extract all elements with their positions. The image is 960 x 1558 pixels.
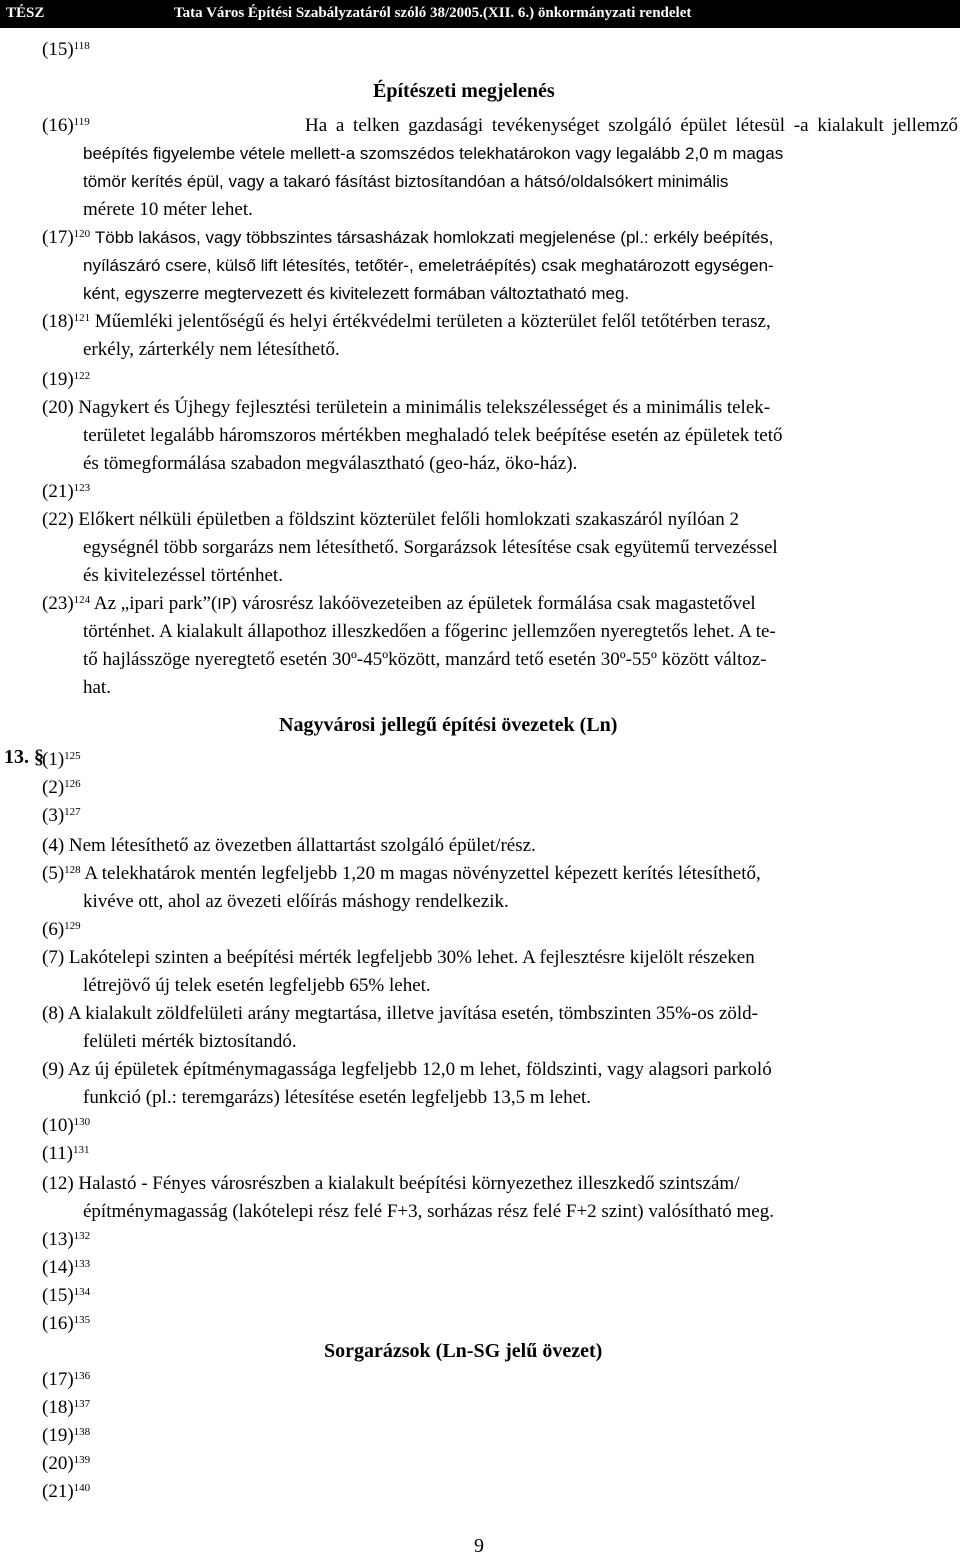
footnote-ref: 139 <box>73 1454 91 1466</box>
paragraph-number: (17) <box>42 227 74 248</box>
paragraph-number: (17) <box>42 1369 74 1390</box>
paragraph-13-7 <box>42 944 958 1000</box>
paragraph-20 <box>42 394 958 478</box>
footnote-ref: 121 <box>73 312 91 324</box>
footnote-ref: 135 <box>73 1314 91 1326</box>
footnote-ref: 132 <box>73 1230 91 1242</box>
paragraph-13-17 <box>42 1366 958 1394</box>
paragraph-number: (19) <box>42 1425 74 1446</box>
header-left-label: TÉSZ <box>6 5 45 21</box>
footnote-ref: 123 <box>73 482 91 494</box>
text-line: beépítés figyelembe vétele mellett-a szomszédos telekhatárokon vagy legalább 2,0 m magas <box>83 144 784 163</box>
paragraph-number: (13) <box>42 1229 74 1250</box>
text-line: mérete 10 méter lehet. <box>83 199 253 220</box>
footnote-ref: 124 <box>73 594 91 606</box>
footnote-ref: 118 <box>73 40 90 52</box>
paragraph-number: (21) <box>42 481 74 502</box>
text-line: (22) Előkert nélküli épületben a földszint közterület felőli homlokzati szakaszáról nyílóan 2 <box>42 509 739 530</box>
paragraph-13-14 <box>42 1254 958 1282</box>
footnote-ref: 133 <box>73 1258 91 1270</box>
paragraph-number: (2) <box>42 777 65 798</box>
text-line: ) városrész lakóövezeteiben az épületek formálása csak magastetővel <box>230 593 756 614</box>
paragraph-13-19 <box>42 1422 958 1450</box>
footnote-ref: 122 <box>73 370 91 382</box>
text-line: kivéve ott, ahol az övezeti előírás máshogy rendelkezik. <box>83 891 509 912</box>
text-line: ként, egyszerre megtervezett és kivitelezett formában változtatható meg. <box>83 284 630 303</box>
text-line: nyílászáró csere, külső lift létesítés, tetőtér-, emeletráépítés) csak meghatározott egységen- <box>83 256 774 275</box>
text-line: egységnél több sorgarázs nem létesíthető. Sorgarázsok létesítése csak együtemű tervezéssel <box>83 537 778 558</box>
paragraph-13-16 <box>42 1310 958 1338</box>
paragraph-13-20 <box>42 1450 958 1478</box>
paragraph-13-13 <box>42 1226 958 1254</box>
footnote-ref: 126 <box>64 778 81 790</box>
text-line: hat. <box>83 677 111 698</box>
text-line: (7) Lakótelepi szinten a beépítési mérték legfeljebb 30% lehet. A fejlesztésre kijelölt részeken <box>42 947 755 968</box>
paragraph-13-18 <box>42 1394 958 1422</box>
footnote-ref: 134 <box>73 1286 91 1298</box>
paragraph-22 <box>42 506 958 590</box>
paragraph-number: (16) <box>42 1313 74 1334</box>
paragraph-13-4 <box>42 832 958 860</box>
text-line: Több lakásos, vagy többszintes társasházak homlokzati megjelenése (pl.: erkély beépítés, <box>94 228 774 247</box>
text-line: területet legalább háromszoros mértékben meghaladó telek beépítése esetén az épületek tető <box>83 425 783 446</box>
text-line: építménymagasság (lakótelepi rész felé F+3, sorházas rész felé F+2 szint) valósítható meg. <box>83 1201 774 1222</box>
text-line: és kivitelezéssel történhet. <box>83 565 283 586</box>
paragraph-number: (5) <box>42 863 65 884</box>
paragraph-13-8 <box>42 1000 958 1056</box>
text-line: Az „ipari park”( <box>93 593 218 614</box>
section-heading-sorgarazsok: Sorgarázsok (Ln-SG jelű övezet) <box>324 1340 603 1362</box>
text-line: (8) A kialakult zöldfelületi arány megtartása, illetve javítása esetén, tömbszinten 35%-os zöld- <box>42 1003 758 1024</box>
page-header <box>0 0 960 28</box>
paragraph-13-3 <box>42 802 958 830</box>
paragraph-19 <box>42 366 958 394</box>
footnote-ref: 119 <box>73 116 90 128</box>
text-line: Műemléki jelentőségű és helyi értékvédelmi területen a közterület felől tetőtérben terasz, <box>94 311 771 332</box>
paragraph-13-11 <box>42 1140 958 1168</box>
paragraph-number: (15) <box>42 1285 74 1306</box>
paragraph-number: (18) <box>42 1397 74 1418</box>
paragraph-number: (18) <box>42 311 74 332</box>
paragraph-number: (19) <box>42 369 74 390</box>
section-heading-nagyvarosi: Nagyvárosi jellegű építési övezetek (Ln) <box>279 714 618 736</box>
page-number: 9 <box>474 1535 484 1557</box>
footnote-ref: 137 <box>73 1398 91 1410</box>
paragraph-number: (23) <box>42 593 74 614</box>
footnote-ref: 130 <box>73 1116 91 1128</box>
paragraph-13-10 <box>42 1112 958 1140</box>
text-line: funkció (pl.: teremgarázs) létesítése esetén legfeljebb 13,5 m lehet. <box>83 1087 592 1108</box>
header-title: Tata Város Építési Szabályzatáról szóló 38/2005.(XII. 6.) önkormányzati rendelet <box>174 5 692 21</box>
paragraph-number: (6) <box>42 919 65 940</box>
text-line: létrejövő új telek esetén legfeljebb 65% lehet. <box>83 975 431 996</box>
paragraph-13-9 <box>42 1056 958 1112</box>
paragraph-15 <box>42 36 958 64</box>
paragraph-16 <box>42 112 958 224</box>
section-number: 13. § <box>4 746 44 768</box>
paragraph-number: (3) <box>42 805 65 826</box>
paragraph-23 <box>42 590 958 702</box>
paragraph-number: (14) <box>42 1257 74 1278</box>
ip-symbol: IP <box>217 595 231 613</box>
footnote-ref: 131 <box>72 1144 90 1156</box>
text-line: tő hajlásszöge nyeregtető esetén 30º-45ºközött, manzárd tető esetén 30º-55º között változ- <box>83 649 767 670</box>
footnote-ref: 125 <box>64 750 81 762</box>
section-heading-epiteszeti: Építészeti megjelenés <box>373 80 555 102</box>
paragraph-13-12 <box>42 1170 958 1226</box>
footnote-ref: 120 <box>73 228 91 240</box>
paragraph-13-21 <box>42 1478 958 1506</box>
paragraph-number: (11) <box>42 1143 73 1164</box>
paragraph-13-6 <box>42 916 958 944</box>
paragraph-number: (10) <box>42 1115 74 1136</box>
text-line: történhet. A kialakult állapothoz illeszkedően a főgerinc jellemzően nyeregtetős lehet. A te- <box>83 621 776 642</box>
text-line: (4) Nem létesíthető az övezetben állattartást szolgáló épület/rész. <box>42 835 536 856</box>
paragraph-13-2 <box>42 774 958 802</box>
footnote-ref: 128 <box>64 864 81 876</box>
paragraph-number: (16) <box>42 115 74 136</box>
paragraph-21 <box>42 478 958 506</box>
footnote-ref: 129 <box>64 920 81 932</box>
text-line: tömör kerítés épül, vagy a takaró fásítást biztosítandóan a hátsó/oldalsókert minimális <box>83 172 729 191</box>
paragraph-number: (15) <box>42 39 74 60</box>
paragraph-17 <box>42 224 958 308</box>
text-line: (12) Halastó - Fényes városrészben a kialakult beépítési környezethez illeszkedő szintszám/ <box>42 1173 740 1194</box>
text-line: (20) Nagykert és Újhegy fejlesztési területein a minimális telekszélességet és a minimális telek- <box>42 397 771 418</box>
text-line: (9) Az új épületek építménymagassága legfeljebb 12,0 m lehet, földszinti, vagy alagsori parkoló <box>42 1059 772 1080</box>
footnote-ref: 138 <box>73 1426 91 1438</box>
paragraph-13-1 <box>42 746 958 774</box>
paragraph-number: (21) <box>42 1481 74 1502</box>
text-line: A telekhatárok mentén legfeljebb 1,20 m magas növényzettel képezett kerítés létesíthető, <box>84 863 761 884</box>
footnote-ref: 140 <box>73 1482 91 1494</box>
footnote-ref: 136 <box>73 1370 91 1382</box>
paragraph-13-15 <box>42 1282 958 1310</box>
text-line: felületi mérték biztosítandó. <box>83 1031 297 1052</box>
text-line: és tömegformálása szabadon megválasztható (geo-ház, öko-ház). <box>83 453 578 474</box>
text-line: Ha a telken gazdasági tevékenységet szolgáló épület létesül -a kialakult jellemző <box>304 115 958 136</box>
paragraph-18 <box>42 308 958 364</box>
footnote-ref: 127 <box>64 806 81 818</box>
paragraph-number: (20) <box>42 1453 74 1474</box>
paragraph-13-5 <box>42 860 958 916</box>
paragraph-number: (1) <box>42 749 65 770</box>
text-line: erkély, zárterkély nem létesíthető. <box>83 339 340 360</box>
